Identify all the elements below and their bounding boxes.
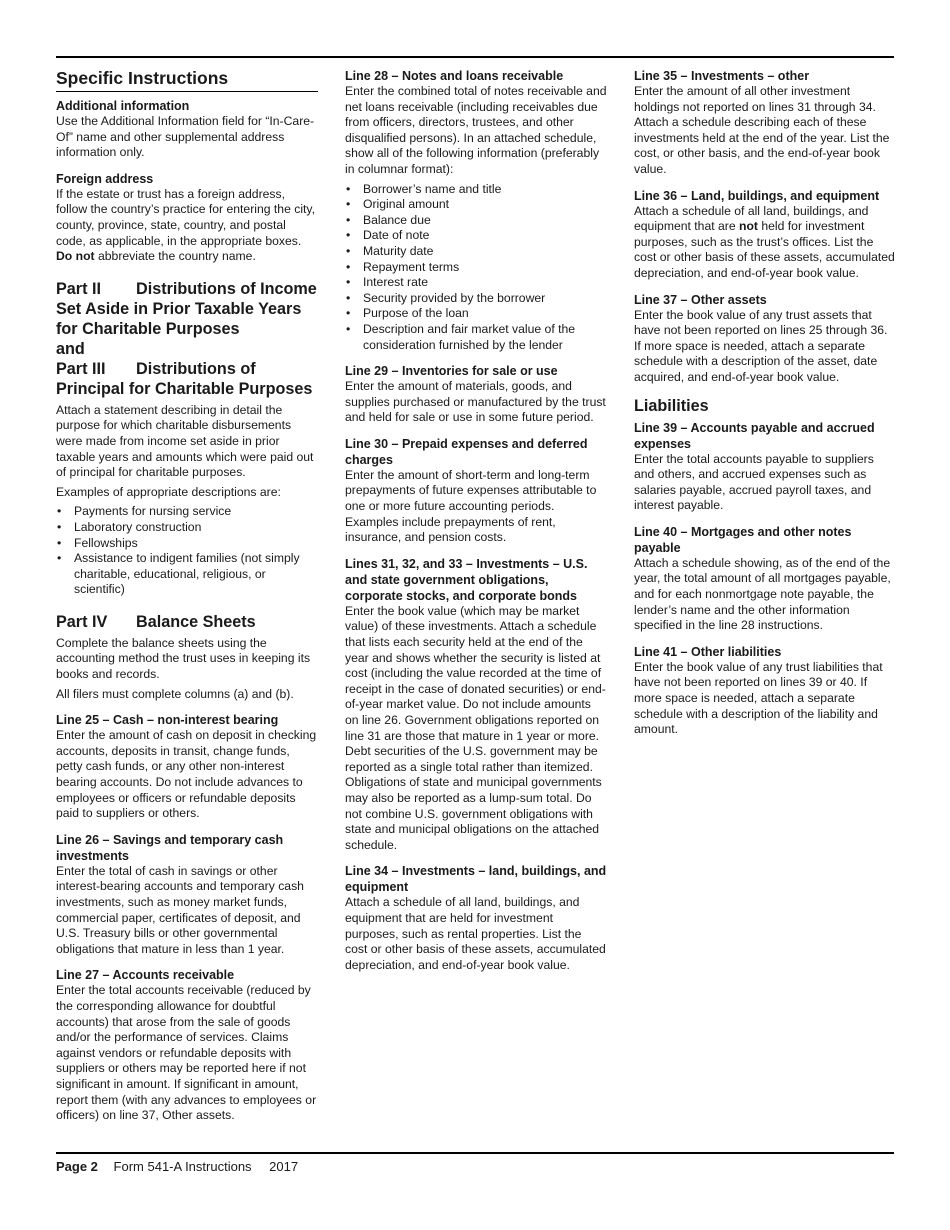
line41-heading: Line 41 – Other liabilities (634, 644, 782, 659)
specific-instructions-title: Specific Instructions (56, 68, 318, 92)
line27-heading: Line 27 – Accounts receivable (56, 968, 235, 983)
list-item: • Interest rate (345, 275, 607, 291)
line28-heading: Line 28 – Notes and loans receivable (345, 69, 564, 83)
line26-text: Enter the total of cash in savings or other interest-bearing accounts and temporary cash investments, such as money market funds, commercial paper, certificates of deposit, and U.S. Treasury bills or other governmental obligations that mature in less than 1 year. (56, 863, 304, 956)
line28-list (345, 182, 607, 354)
line25-text: Enter the amount of cash on deposit in checking accounts, deposits in transit, change funds, petty cash funds, or any other non-interest bearing accounts. Do not include advances to employees or officers or refundable deposits paid to suppliers or others. (56, 728, 317, 821)
line28-text: Enter the combined total of notes receivable and net loans receivable (including receivables due from officers, directors, trustees, and other disqualified persons). In an attached schedule, show all of the following information (preferably in columnar format): (345, 84, 607, 176)
line29-text: Enter the amount of materials, goods, and supplies purchased or manufactured by the trust and held for sale or use in some future period. (345, 379, 606, 425)
line31-33-text: Enter the book value (which may be market value) of these investments. Attach a schedule that lists each security held at the end of the year and shows whether the security is listed at cost (including the value recorded at the time of receipt in the case of donated securities) or end-of-year market value. Do not include amounts on line 26. Government obligations reported on line 31 are those that mature in 1 year or more. Debt securities of the U.S. government may be reported as a single total rather than itemized. Obligations of state and municipal governments may also be reported as a lump-sum total. Do not combine U.S. government obligations with state and municipal obligations on the attached schedule. (345, 603, 606, 852)
list-item: • Payments for nursing service (56, 504, 318, 520)
liabilities-heading: Liabilities (634, 396, 709, 415)
line30-heading: Line 30 – Prepaid expenses and deferred charges (345, 436, 588, 467)
list-item: • Laboratory construction (56, 520, 318, 536)
line40-heading: Line 40 – Mortgages and other notes payable (634, 524, 852, 555)
list-item: • Maturity date (345, 244, 607, 260)
additional-info-heading: Additional information (56, 99, 190, 113)
line31-33-heading: Lines 31, 32, and 33 – Investments – U.S. and state government obligations, corporate stocks, and corporate bonds (345, 556, 588, 603)
part2-text: Attach a statement describing in detail the purpose for which charitable disbursements were made from income set aside in prior taxable years and amounts which were paid out of principal for charitable purposes. (56, 402, 314, 480)
line41-text: Enter the book value of any trust liabilities that have not been reported on lines 39 or 40. If more space is needed, attach a separate schedule with a description of the liability and amount. (634, 659, 883, 737)
page-number: Page 2 (56, 1159, 98, 1174)
top-rule (56, 56, 894, 58)
list-item: • Repayment terms (345, 260, 607, 276)
list-item: • Balance due (345, 213, 607, 229)
list-item: • Assistance to indigent families (not simply charitable, educational, religious, or scientific) (56, 551, 318, 598)
list-item: • Security provided by the borrower (345, 291, 607, 307)
form-year: 2017 (269, 1159, 299, 1174)
line30-text: Enter the amount of short-term and long-term prepayments of future expenses attributable to one or more future accounting periods. Examples include prepayments of rent, insurance, and pension costs. (345, 467, 597, 545)
line36-heading: Line 36 – Land, buildings, and equipment (634, 188, 880, 203)
line39-text: Enter the total accounts payable to suppliers and others, and accrued expenses such as salaries payable, accrued payroll taxes, and interest payable. (634, 451, 874, 513)
list-item: • Description and fair market value of the consideration furnished by the lender (345, 322, 607, 353)
list-item: • Fellowships (56, 536, 318, 552)
list-item: • Purpose of the loan (345, 306, 607, 322)
column-1 (56, 68, 318, 1124)
foreign-address-text: If the estate or trust has a foreign address, follow the country’s practice for entering the city, county, province, state, country, and postal code, as applicable, in the appropriate boxes. Do not abbreviate the country name. (56, 186, 315, 264)
line34-text: Attach a schedule of all land, buildings, and equipment that are held for investment purposes, such as rental properties. List the cost or other basis of these assets, accumulated depreciation, and end-of-year book value. (345, 895, 606, 972)
form-name: Form 541-A Instructions (113, 1159, 252, 1174)
line27-text: Enter the total accounts receivable (reduced by the corresponding allowance for doubtful accounts) that arose from the sale of goods and/or the performance of services. Claims against vendors or refundable deposits with suppliers or others may be reported here if not significant in amount. If significant in amount, report them (with any advances to employees or officers) on line 37, Other assets. (56, 983, 317, 1123)
line34-heading: Line 34 – Investments – land, buildings, and equipment (345, 864, 607, 895)
column-3 (634, 68, 896, 738)
line40-text: Attach a schedule showing, as of the end of the year, the total amount of all mortgages payable, and for each nonmortgage note payable, the lender’s name and the other information specified in the line 28 instructions. (634, 555, 891, 633)
line35-heading: Line 35 – Investments – other (634, 69, 810, 83)
list-item: • Borrower’s name and title (345, 182, 607, 198)
line35-text: Enter the amount of all other investment holdings not reported on lines 31 through 34. Attach a schedule describing each of these investments held at the end of the year. List the cost, or other basis, and the end-of-year book value. (634, 84, 890, 176)
part4-text-2: All filers must complete columns (a) and (b). (56, 686, 294, 701)
line25-heading: Line 25 – Cash – non-interest bearing (56, 713, 279, 728)
list-item: • Date of note (345, 228, 607, 244)
part2-heading: Part II Distributions of Income Set Aside in Prior Taxable Years for Charitable Purposes and Part III Distributions of Principal for Charitable Purposes (56, 279, 317, 398)
line29-heading: Line 29 – Inventories for sale or use (345, 364, 558, 379)
line26-heading: Line 26 – Savings and temporary cash investments (56, 832, 284, 863)
part4-heading: Part IV Balance Sheets (56, 612, 256, 631)
examples-list (56, 504, 318, 598)
part4-text-1: Complete the balance sheets using the accounting method the trust uses in keeping its books and records. (56, 635, 311, 682)
foreign-address-heading: Foreign address (56, 171, 154, 186)
line37-text: Enter the book value of any trust assets that have not been reported on lines 25 through 36. If more space is needed, attach a separate schedule with a description of the asset, date acquired, and end-of-year book value. (634, 307, 888, 384)
line36-text: Attach a schedule of all land, buildings, and equipment that are not held for investment purposes, such as the trust’s offices. List the cost or other basis of these assets, accumulated depreciation, and end-of-year book value. (634, 203, 895, 280)
additional-info-text: Use the Additional Information field for “In-Care-Of” name and other supplemental address information only. (56, 114, 315, 160)
examples-intro: Examples of appropriate descriptions are: (56, 484, 281, 499)
list-item: • Original amount (345, 197, 607, 213)
bottom-rule (56, 1152, 894, 1154)
line39-heading: Line 39 – Accounts payable and accrued expenses (634, 420, 875, 451)
line37-heading: Line 37 – Other assets (634, 292, 767, 307)
page-footer (56, 1159, 298, 1174)
column-2 (345, 68, 607, 973)
